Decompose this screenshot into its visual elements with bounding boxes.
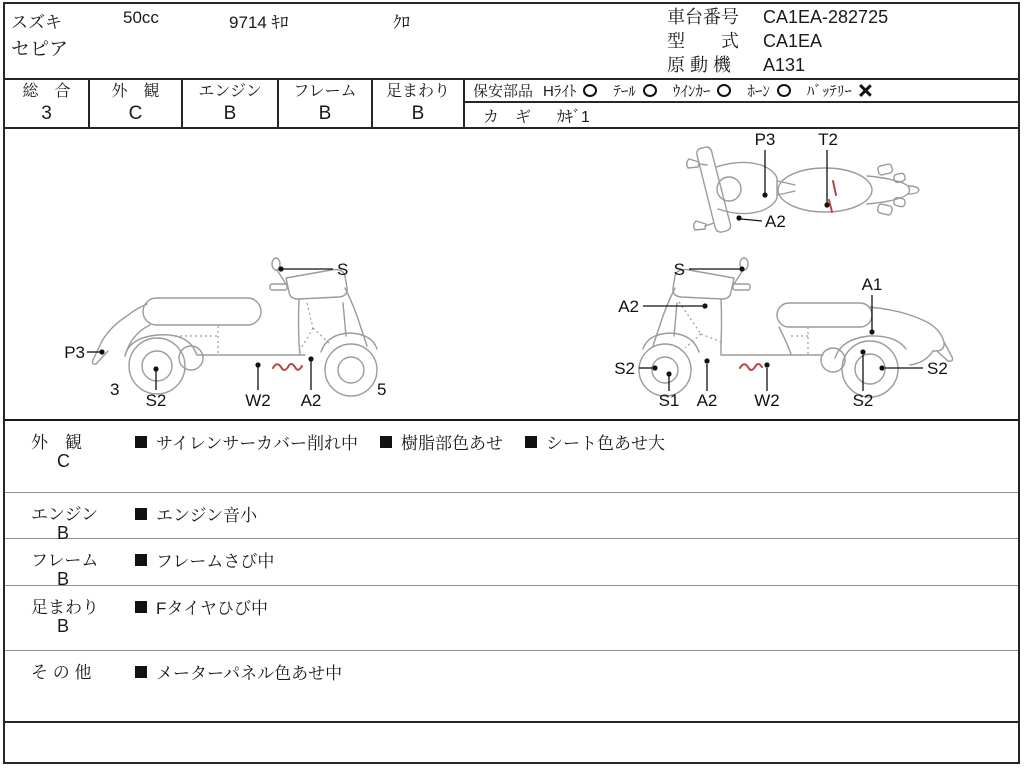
note-undercarriage-label: 足まわり (31, 598, 99, 617)
engine-model-line (667, 53, 888, 77)
rating-undercarriage-label: 足まわり (385, 83, 450, 100)
note-text: シート色あせ大 (546, 434, 666, 453)
status-ok-icon (583, 84, 597, 97)
note-row-frame (5, 539, 1018, 589)
safety-item-winker-label: ｳｲﾝｶｰ (672, 83, 711, 100)
inspection-sheet (3, 2, 1020, 764)
note-other-label: そ の 他 (31, 663, 92, 682)
mileage: 9714 ｷﾛ (229, 13, 289, 32)
chassis-number-value: CA1EA-282725 (763, 7, 889, 27)
note-frame-grade: B (57, 569, 70, 589)
bullet-square-icon (135, 508, 147, 520)
type-value: CA1EA (763, 31, 823, 51)
damage-code-p3: P3 (64, 343, 85, 362)
note-text: メーターパネル色あせ中 (156, 664, 343, 683)
rating-undercarriage-grade: B (411, 103, 425, 124)
note-item (135, 429, 358, 454)
damage-code-s2: S2 (145, 391, 167, 410)
note-row-undercarriage (5, 586, 1018, 651)
safety-parts-cell (465, 80, 1018, 127)
chassis-number-line (667, 5, 888, 29)
rating-exterior (90, 80, 183, 127)
key-row (465, 103, 1018, 127)
damage-code-s: S (337, 260, 349, 279)
key-value: ｶｷﾞ1 (557, 108, 590, 126)
note-text: サイレンサーカバー削れ中 (156, 434, 359, 453)
bullet-square-icon (135, 666, 147, 678)
bullet-square-icon (380, 436, 392, 448)
damage-code-a2-lower: A2 (696, 391, 718, 410)
note-item (135, 594, 268, 619)
note-row-exterior (5, 421, 1018, 493)
damage-code-a2-upper: A2 (618, 297, 639, 316)
bullet-square-icon (135, 601, 147, 613)
safety-item-battery-label: ﾊﾞｯﾃﾘｰ (806, 83, 852, 100)
damage-code-s1: S1 (658, 391, 680, 410)
note-exterior-grade: C (57, 451, 70, 471)
damage-code-s2-bottom: S2 (852, 391, 874, 410)
safety-item-headlight (543, 80, 597, 101)
engine-model-label: 原 動 機 (667, 55, 732, 75)
note-item (135, 659, 342, 684)
safety-item-taillight-label: ﾃｰﾙ (613, 83, 636, 100)
rating-undercarriage (373, 80, 465, 127)
type-label: 型 式 (667, 31, 739, 51)
safety-parts-label: 保安部品 (473, 83, 534, 100)
type-line (667, 29, 888, 53)
bullet-square-icon (525, 436, 537, 448)
status-ng-icon (859, 84, 872, 97)
note-exterior-label: 外 観 (31, 433, 82, 452)
rating-frame (279, 80, 373, 127)
rating-exterior-grade: C (128, 103, 143, 124)
note-engine-label: エンジン (31, 505, 99, 524)
damage-code-s2-left: S2 (614, 359, 635, 378)
rating-frame-label: フレーム (293, 83, 357, 100)
damage-code-w2: W2 (245, 391, 271, 410)
scooter-left-side-diagram (55, 248, 405, 408)
damage-code-t2: T2 (818, 130, 838, 149)
header (5, 4, 1018, 80)
safety-parts-row (465, 80, 1018, 103)
note-text: 樹脂部色あせ (401, 434, 504, 453)
bullet-square-icon (135, 436, 147, 448)
rating-overall (5, 80, 90, 127)
status-ok-icon (717, 84, 731, 97)
note-text: フレームさび中 (156, 552, 275, 571)
damage-code-a1: A1 (861, 275, 883, 294)
rating-overall-grade: 3 (41, 103, 52, 124)
model-name: セピア (11, 39, 69, 60)
rating-frame-grade: B (318, 103, 332, 124)
safety-item-horn (747, 80, 791, 101)
note-text: エンジン音小 (156, 506, 258, 525)
rating-exterior-label: 外 観 (111, 83, 160, 100)
ratings-row (5, 80, 1018, 129)
note-item (380, 429, 503, 454)
scooter-right-side-diagram (595, 248, 965, 408)
note-item (135, 501, 257, 526)
status-ok-icon (643, 84, 657, 97)
note-frame-label: フレーム (31, 551, 99, 570)
safety-item-taillight (613, 80, 657, 101)
damage-code-a2: A2 (765, 212, 786, 231)
note-item (135, 547, 274, 572)
damage-code-a2: A2 (300, 391, 322, 410)
key-label: カ ギ (483, 108, 532, 126)
empty-footer-row (5, 723, 1018, 762)
safety-item-winker (673, 80, 732, 101)
vehicle-id-block (667, 5, 888, 77)
displacement: 50cc (123, 8, 159, 27)
note-item (525, 429, 665, 454)
rating-overall-label: 総 合 (22, 83, 71, 100)
engine-model-value: A131 (763, 55, 806, 75)
body-color: ｸﾛ (393, 13, 410, 32)
bullet-square-icon (135, 554, 147, 566)
damage-code-w2: W2 (754, 391, 780, 410)
note-undercarriage-grade: B (57, 616, 70, 636)
status-ok-icon (777, 84, 791, 97)
maker-name: スズキ (11, 13, 62, 32)
damage-code-3: 3 (110, 380, 120, 399)
note-row-other (5, 651, 1018, 723)
safety-item-battery (807, 80, 872, 101)
note-text: Fタイヤひび中 (156, 599, 269, 618)
rating-engine-label: エンジン (198, 83, 262, 100)
damage-code-p3: P3 (754, 130, 776, 149)
note-row-engine (5, 493, 1018, 543)
scooter-top-view-diagram (685, 129, 925, 247)
safety-item-headlight-label: Hﾗｲﾄ (543, 83, 577, 100)
damage-code-s: S (673, 260, 685, 279)
damage-diagram-area (5, 129, 1018, 421)
damage-code-5: 5 (377, 380, 387, 399)
rating-engine (183, 80, 279, 127)
rating-engine-grade: B (223, 103, 237, 124)
damage-code-s2-right: S2 (927, 359, 948, 378)
safety-item-horn-label: ﾎｰﾝ (747, 83, 770, 100)
chassis-number-label: 車台番号 (667, 7, 739, 27)
note-engine-grade: B (57, 523, 70, 543)
